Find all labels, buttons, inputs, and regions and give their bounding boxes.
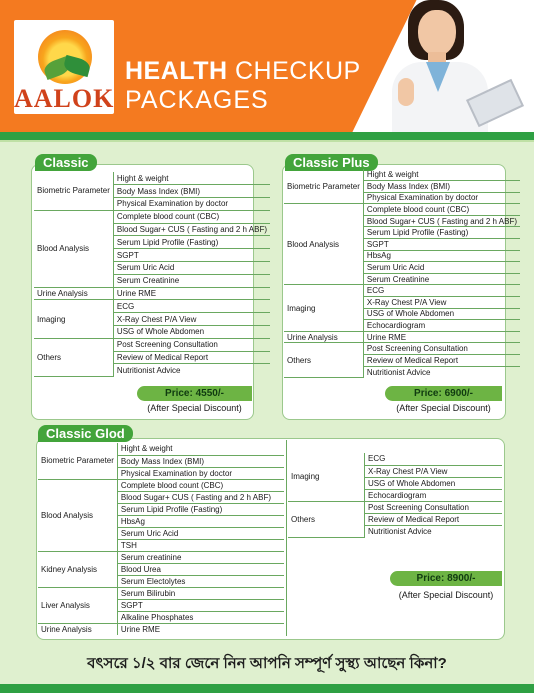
test-item: Echocardiogram — [363, 320, 520, 332]
page-title-line2: PACKAGES — [125, 86, 269, 114]
category-cell: Urine Analysis — [38, 623, 117, 635]
table-row — [38, 479, 284, 491]
test-item: Nutritionist Advice — [366, 367, 431, 377]
title-rest: CHECKUP — [227, 57, 361, 85]
test-item: Serum Uric Acid — [113, 262, 270, 275]
test-item: Hight & weight — [117, 443, 284, 455]
category-cell: Imaging — [34, 300, 113, 338]
test-item: SGPT — [117, 599, 284, 611]
test-item: USG of Whole Abdomen — [113, 326, 270, 339]
table-row — [284, 204, 520, 216]
test-item: USG of Whole Abdomen — [365, 477, 503, 489]
test-item: Blood Sugar+ CUS ( Fasting and 2 h ABF) — [117, 491, 284, 503]
test-item: Nutritionist Advice — [116, 366, 181, 376]
classic-gold-table-left — [38, 443, 284, 635]
test-item: Serum Uric Acid — [363, 262, 520, 274]
classic-table — [34, 172, 270, 377]
category-cell: Others — [34, 338, 113, 376]
category-cell: Biometric Parameter — [34, 172, 113, 210]
test-item: Serum Uric Acid — [117, 527, 284, 539]
table-row — [38, 551, 284, 563]
thumbs-up-icon — [398, 78, 414, 106]
test-item: X-Ray Chest P/A View — [365, 465, 503, 477]
doctor-face — [418, 10, 456, 56]
test-item: Body Mass Index (BMI) — [117, 455, 284, 467]
category-cell: Urine Analysis — [284, 331, 363, 343]
test-item: Hight & weight — [113, 172, 270, 185]
category-cell: Imaging — [284, 285, 363, 331]
page-title — [125, 57, 361, 86]
table-row — [284, 169, 520, 181]
category-cell: Others — [288, 501, 365, 537]
green-band — [0, 132, 534, 140]
test-item: Post Screening Consultation — [365, 501, 503, 513]
test-item: Body Mass Index (BMI) — [363, 181, 520, 193]
classic-gold-title: Classic Glod — [38, 425, 133, 442]
classic-gold-price-note: (After Special Discount) — [398, 590, 494, 600]
test-item: Hight & weight — [363, 169, 520, 181]
test-item: Serum Lipid Profile (Fasting) — [117, 503, 284, 515]
table-row — [284, 343, 520, 355]
test-item: Urine RME — [363, 331, 520, 343]
category-cell: Urine Analysis — [34, 287, 113, 300]
table-row — [38, 623, 284, 635]
test-item: X-Ray Chest P/A View — [363, 297, 520, 309]
classic-gold-table-right — [288, 453, 502, 538]
category-cell: Others — [284, 343, 363, 378]
logo-text: AALOK — [14, 84, 115, 113]
table-row — [34, 338, 270, 351]
table-row — [34, 210, 270, 223]
test-item: Serum Bilirubin — [117, 587, 284, 599]
test-item: Blood Urea — [117, 563, 284, 575]
header-banner — [0, 0, 534, 132]
test-item: Post Screening Consultation — [363, 343, 520, 355]
test-item: Serum Creatinine — [363, 273, 520, 285]
test-item: Complete blood count (CBC) — [363, 204, 520, 216]
test-item: Nutritionist Advice — [368, 526, 432, 536]
test-item: HbsAg — [117, 515, 284, 527]
test-item: Complete blood count (CBC) — [117, 479, 284, 491]
footer-slogan: বৎসরে ১/২ বার জেনে নিন আপনি সম্পূর্ণ সুস্থ্য আছেন কিনা? — [87, 655, 447, 672]
category-cell: Biometric Parameter — [38, 443, 117, 479]
test-item: ECG — [113, 300, 270, 313]
test-item: Echocardiogram — [365, 489, 503, 501]
classic-title: Classic — [35, 154, 97, 171]
category-cell: Imaging — [288, 453, 365, 501]
category-cell: Liver Analysis — [38, 587, 117, 623]
test-item: Review of Medical Report — [365, 513, 503, 525]
test-item: TSH — [117, 539, 284, 551]
test-item: Serum Lipid Profile (Fasting) — [363, 227, 520, 239]
test-item: X-Ray Chest P/A View — [113, 313, 270, 326]
test-item: Blood Sugar+ CUS ( Fasting and 2 h ABF) — [363, 215, 520, 227]
classic-gold-price: Price: 8900/- — [390, 571, 502, 586]
test-item: Physical Examination by doctor — [113, 198, 270, 211]
test-item: HbsAg — [363, 250, 520, 262]
test-item: Review of Medical Report — [113, 351, 270, 364]
test-item: Blood Sugar+ CUS ( Fasting and 2 h ABF) — [113, 223, 270, 236]
test-item: Serum creatinine — [117, 551, 284, 563]
table-row — [284, 331, 520, 343]
test-item: ECG — [365, 453, 503, 465]
table-row — [34, 287, 270, 300]
table-row — [288, 501, 502, 513]
classic-plus-title: Classic Plus — [285, 154, 378, 171]
test-item: SGPT — [363, 239, 520, 251]
test-item: Complete blood count (CBC) — [113, 210, 270, 223]
title-bold: HEALTH — [125, 57, 228, 85]
test-item: Urine RME — [113, 287, 270, 300]
category-cell: Biometric Parameter — [284, 169, 363, 204]
test-item: Serum Lipid Profile (Fasting) — [113, 236, 270, 249]
test-item: Body Mass Index (BMI) — [113, 185, 270, 198]
table-row — [38, 587, 284, 599]
test-item: ECG — [363, 285, 520, 297]
test-item: Serum Electolytes — [117, 575, 284, 587]
test-item: Physical Examination by doctor — [363, 192, 520, 204]
green-band-bottom — [0, 684, 534, 693]
category-cell: Kidney Analysis — [38, 551, 117, 587]
category-cell: Blood Analysis — [38, 479, 117, 551]
table-row — [38, 443, 284, 455]
table-row — [284, 285, 520, 297]
test-item: SGPT — [113, 249, 270, 262]
category-cell: Blood Analysis — [284, 204, 363, 285]
column-divider — [286, 440, 287, 636]
classic-price: Price: 4550/- — [137, 386, 252, 401]
aalok-logo — [14, 20, 114, 114]
test-item: Serum Creatinine — [113, 274, 270, 287]
doctor-photo — [370, 0, 534, 132]
test-item: Alkaline Phosphates — [117, 611, 284, 623]
table-row — [34, 172, 270, 185]
category-cell: Blood Analysis — [34, 210, 113, 287]
table-row — [288, 453, 502, 465]
test-item: Post Screening Consultation — [113, 338, 270, 351]
classic-price-note: (After Special Discount) — [147, 403, 242, 413]
classic-plus-price-note: (After Special Discount) — [396, 403, 491, 413]
classic-plus-price: Price: 6900/- — [385, 386, 502, 401]
classic-plus-table — [284, 169, 520, 378]
test-item: Physical Examination by doctor — [117, 467, 284, 479]
test-item: USG of Whole Abdomen — [363, 308, 520, 320]
test-item: Urine RME — [120, 624, 161, 634]
table-row — [34, 300, 270, 313]
test-item: Review of Medical Report — [363, 355, 520, 367]
